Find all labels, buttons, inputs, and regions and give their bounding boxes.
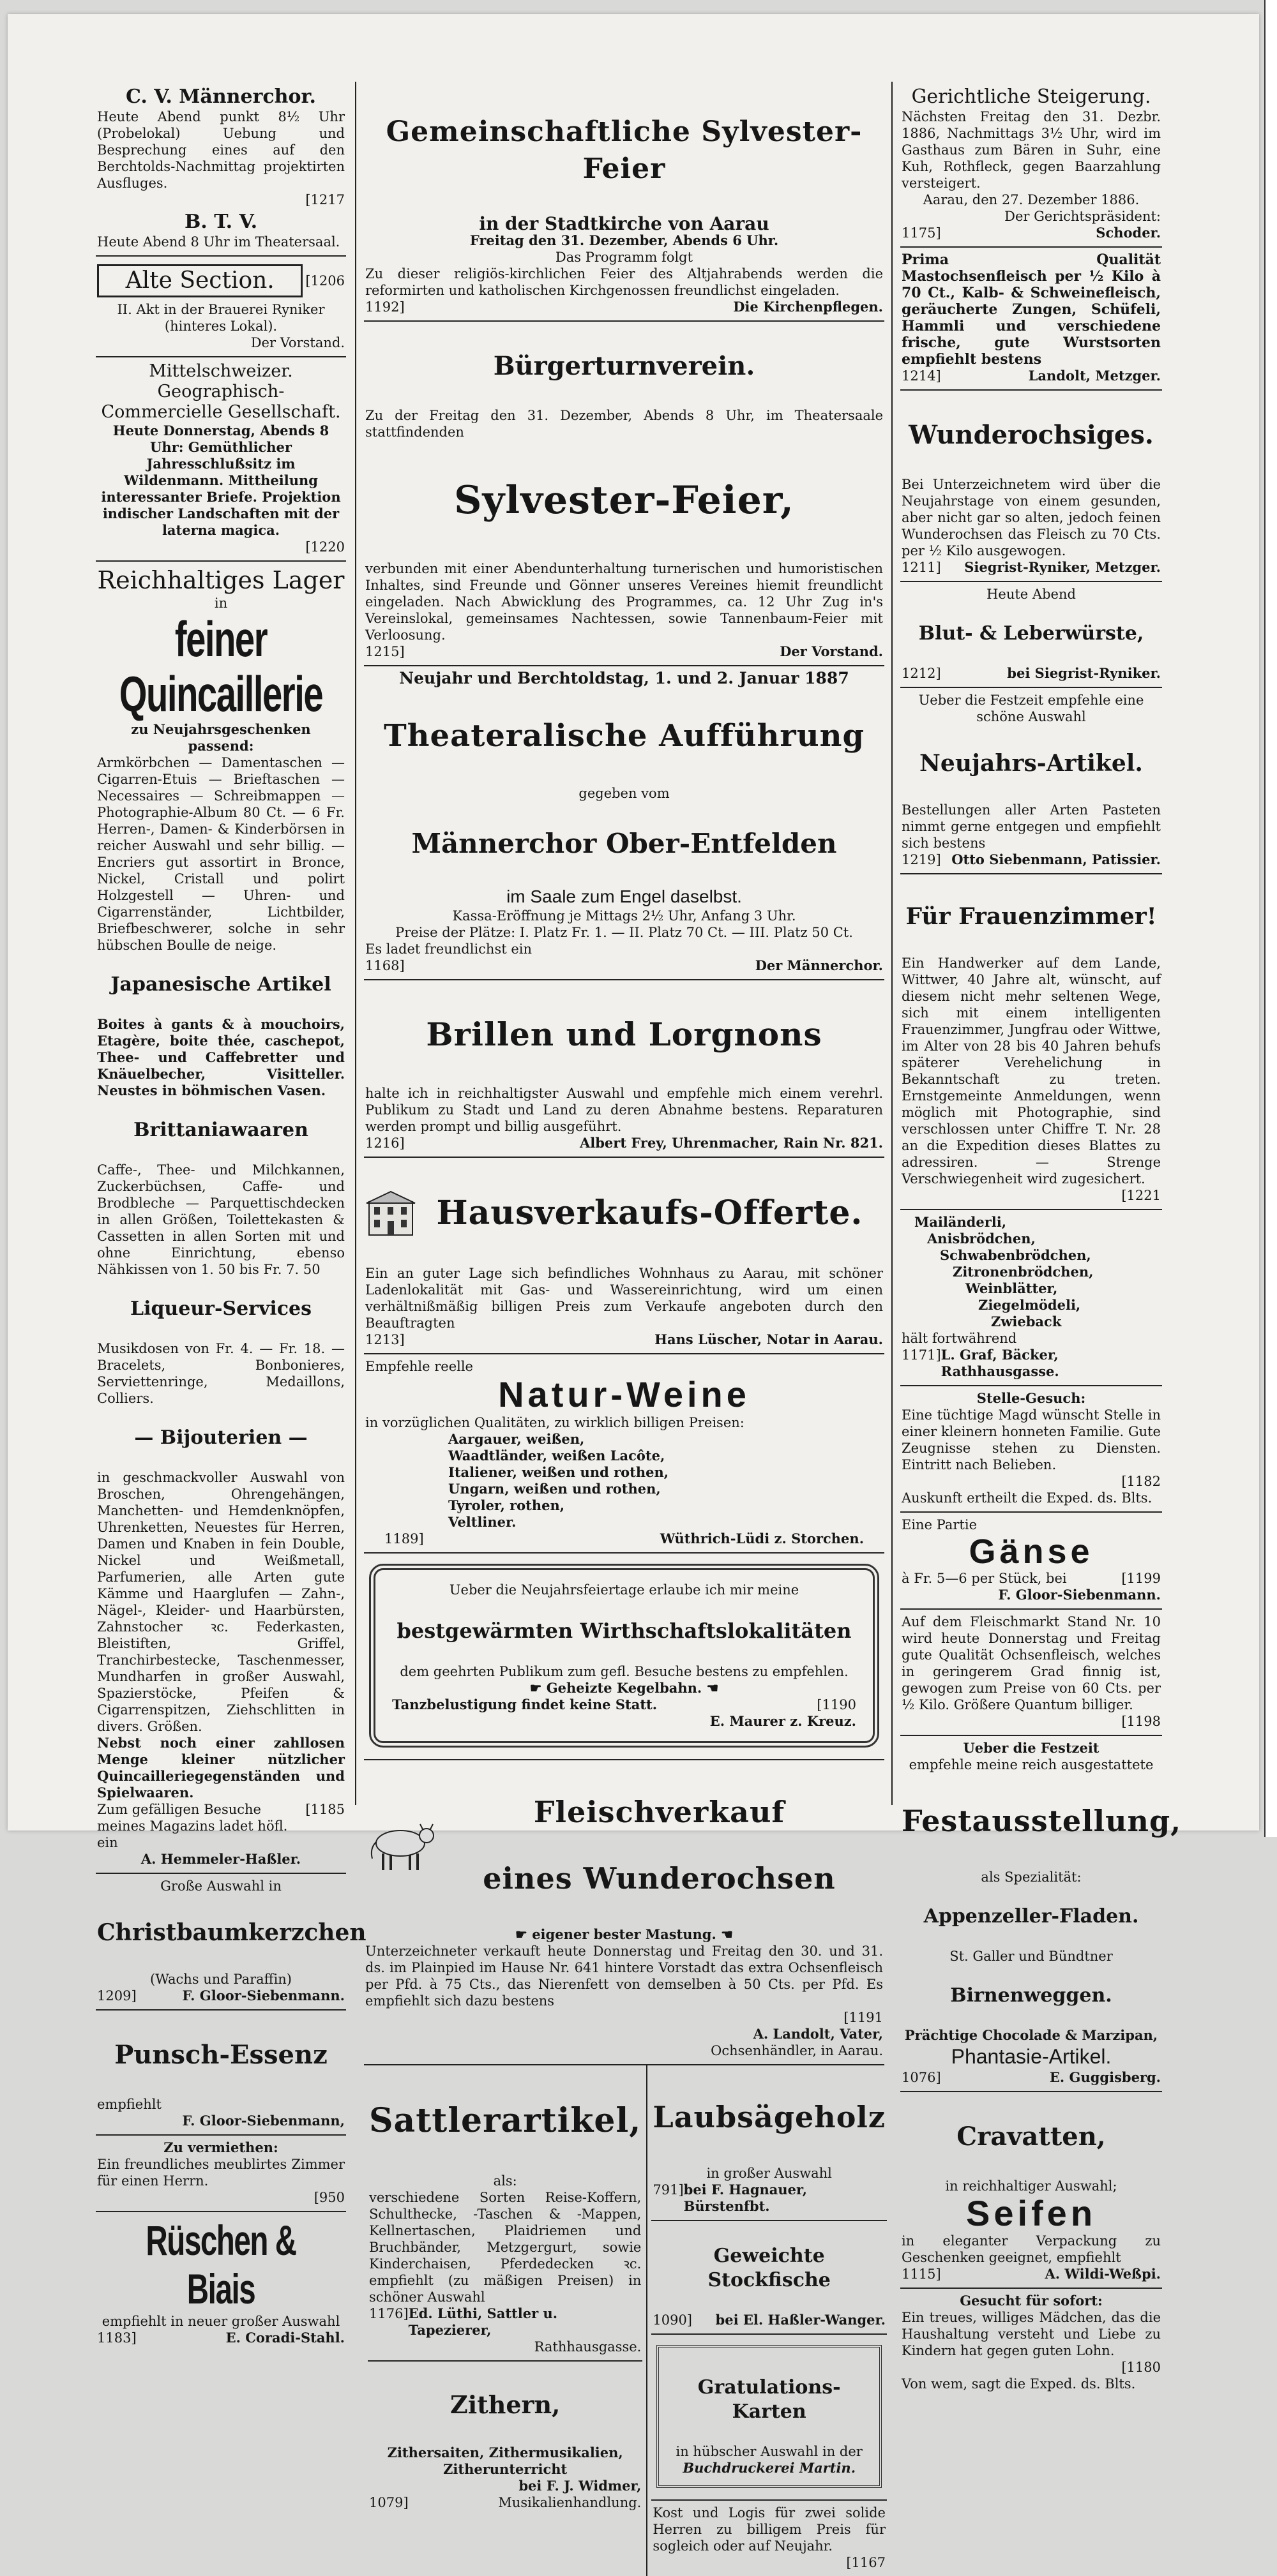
ad-item: St. Galler und Bündtner bbox=[949, 1949, 1113, 1964]
ad-text: Armkörbchen — Damentaschen — Cigarren-Etuis — Brieftaschen — Necessaires — Schreibmappen — Photographie-Album 80 Ct. — 6 Fr. Herren-, Damen- & Kinderbörsen in reicher Auswahl und sehr billig. — Encriers gut assortirt in Bronce, Nickel, Cristall und polirt Holzgestell — Uhren- und Cigarrenständer, Lichtbilder, Briefbeschwerer, solche in sehr hübschen Boulle de neige. bbox=[97, 755, 345, 953]
ad-text: Zum gefälligen Besuche meines Magazins ladet höfl. ein bbox=[97, 1802, 288, 1850]
ad-signature: Der Vorstand. bbox=[250, 335, 345, 350]
ad-text: als: bbox=[493, 2173, 517, 2189]
ad-wirthschaft-kreuz bbox=[364, 1554, 884, 1760]
ad-text: Heute Abend 8 Uhr im Theatersaal. bbox=[97, 234, 340, 250]
ad-gratulationskarten bbox=[651, 2335, 887, 2501]
bakery-item: Zwieback bbox=[991, 1314, 1062, 1329]
ad-title: Wunderochsiges. bbox=[909, 420, 1154, 450]
ad-text: Kassa-Eröffnung je Mittags 2½ Uhr, Anfang 3 Uhr. bbox=[452, 908, 796, 924]
ad-ref: [1217 bbox=[305, 192, 345, 207]
ad-title: C. V. Männerchor. bbox=[126, 86, 316, 108]
ad-title: Zithern, bbox=[450, 2390, 561, 2419]
ad-title: Geweichte Stockfische bbox=[707, 2245, 831, 2291]
ad-signature: Ed. Lüthi, Sattler u. Tapezierer, bbox=[408, 2305, 558, 2338]
ad-sattlerartikel bbox=[368, 2065, 642, 2362]
ad-signature: Ochsenhändler, in Aarau. bbox=[711, 2043, 883, 2058]
ad-text: Das Programm folgt bbox=[555, 250, 693, 265]
ad-text: Ein Handwerker auf dem Lande, Wittwer, 40 Jahre alt, wünscht, auf diesem nicht mehr seltenen Wege, sich mit einem intelligenten Frauenzimmer, Jungfrau oder Wittwe, im Alter von 28 bis 40 Jahren behufs späterer Verehelichung in Bekanntschaft zu treten. Ernstgemeinte Anmeldungen, wenn möglich mit Photographie, sind verschlossen unter Chiffre T. Nr. 28 an die Expedition dieses Blattes zu adressiren. — Strenge Verschwiegenheit wird zugesichert. bbox=[902, 955, 1161, 1187]
ad-ref: 1213] bbox=[365, 1332, 405, 1347]
ad-text: halte ich in reichhaltigster Auswahl und empfehle mich einem verehrl. Publikum zu Stadt und Land zu deren Abnahme bestens. Reparaturen werden prompt und billig ausgeführt. bbox=[365, 1086, 883, 1134]
ad-signature: Der Männerchor. bbox=[755, 957, 883, 973]
ad-lead: Heute Abend bbox=[986, 587, 1076, 602]
ad-signature: Rathhausgasse. bbox=[534, 2339, 642, 2355]
ad-item: Prächtige Chocolade & Marzipan, bbox=[904, 2027, 1158, 2043]
ad-buergerturnverein bbox=[364, 322, 884, 666]
column-middle bbox=[364, 82, 886, 2570]
ad-lead: Ueber die Festzeit empfehle eine schöne Auswahl bbox=[918, 693, 1144, 724]
ad-signature: F. Gloor-Siebenmann. bbox=[998, 1587, 1161, 1603]
ad-title: Blut- & Leberwürste, bbox=[918, 622, 1144, 645]
bakery-item: Mailänderli, bbox=[914, 1214, 1007, 1230]
pointing-hand-icon: ☛ bbox=[515, 1926, 533, 1942]
ad-text: Auf dem Fleischmarkt Stand Nr. 10 wird heute Donnerstag und Freitag gute Qualität Ochsenfleisch, welches in geringerem Grad finnig ist, gewogen zum Preise von 60 Cts. per ½ Kilo. Größere Quantum billiger. bbox=[902, 1614, 1161, 1712]
ad-ref: [1167 bbox=[846, 2555, 886, 2570]
ad-ref: [1190 bbox=[817, 1697, 856, 1712]
ad-ref: 791] bbox=[653, 2182, 684, 2198]
ad-text: à Fr. 5—6 per Stück, bei bbox=[902, 1571, 1067, 1586]
ad-text: Eine tüchtige Magd wünscht Stelle in einer kleinern honneten Familie. Gute Zeugnisse stehen zu Diensten. Eintritt nach Belieben. bbox=[902, 1407, 1161, 1472]
ad-text: Zithersaiten, Zithermusikalien, Zitherunterricht bbox=[387, 2445, 623, 2477]
ad-text: Nebst noch einer zahllosen Menge kleiner nützlicher Quincailleriegegenständen und Spielwaaren. bbox=[97, 1735, 345, 1801]
ad-ref: 1176] bbox=[369, 2306, 409, 2321]
bakery-item: Ziegelmödeli, bbox=[978, 1297, 1081, 1313]
ad-brillen bbox=[364, 980, 884, 1158]
ad-title: Gesucht für sofort: bbox=[960, 2293, 1103, 2309]
ad-item: Phantasie-Artikel. bbox=[951, 2045, 1112, 2068]
ad-lead: Eine Partie bbox=[902, 1517, 978, 1532]
ad-text: Unterzeichneter verkauft heute Donnerstag und Freitag den 30. und 31. ds. im Plainpied im Hause Nr. 641 hintere Vorstadt das extra Ochsenfleisch per Pfd. à 75 Cts., das Nierenfett von demselben à 50 Cts. per Pfd. Es empfiehlt sich dazu bestens bbox=[365, 1943, 883, 2009]
ad-text: in eleganter Verpackung zu Geschenken geeignet, empfiehlt bbox=[902, 2233, 1161, 2265]
ad-title: Christbaumkerzchen bbox=[97, 1919, 366, 1946]
wine-item: Italiener, weißen und rothen, bbox=[448, 1464, 669, 1480]
ad-signature: Siegrist-Ryniker, Metzger. bbox=[964, 559, 1161, 575]
wine-item: Veltliner. bbox=[448, 1514, 517, 1530]
ad-geographic-society bbox=[96, 357, 346, 562]
ad-text: in vorzüglichen Qualitäten, zu wirklich billigen Preisen: bbox=[365, 1415, 744, 1430]
ad-title: eines Wunderochsen bbox=[483, 1861, 836, 1896]
ad-title: Fleischverkauf bbox=[533, 1795, 785, 1829]
ad-subtitle: (Wachs und Paraffin) bbox=[150, 1972, 292, 1987]
wine-item: Waadtländer, weißen Lacôte, bbox=[448, 1448, 665, 1464]
ad-title: B. T. V. bbox=[184, 211, 258, 233]
ad-subtitle: in der Stadtkirche von Aarau bbox=[479, 213, 769, 234]
ad-theater bbox=[364, 666, 884, 980]
ad-signature: Musikalienhandlung. bbox=[498, 2495, 642, 2510]
ad-text: dem geehrten Publikum zum gefl. Besuche bestens zu empfehlen. bbox=[400, 1664, 849, 1679]
ad-text: Nächsten Freitag den 31. Dezbr. 1886, Nachmittags 3½ Uhr, wird im Gasthaus zum Bären in Suhr, eine Kuh, Rothfleck, gegen Baarzahlung versteigert. bbox=[902, 109, 1161, 191]
ad-signature: bei Siegrist-Ryniker. bbox=[1007, 665, 1161, 681]
column-rule bbox=[891, 82, 893, 1805]
ad-ref: 1192] bbox=[365, 299, 405, 315]
ad-heading: Liqueur-Services bbox=[130, 1298, 312, 1320]
pointing-hand-icon: ☚ bbox=[702, 1680, 719, 1696]
ad-subtitle: zu Neujahrsgeschenken passend: bbox=[131, 721, 311, 754]
ad-signature: Otto Siebenmann, Patissier. bbox=[951, 851, 1161, 867]
ad-title: Reichhaltiges Lager bbox=[97, 566, 345, 594]
ad-ref: 1115] bbox=[902, 2266, 941, 2282]
ad-subtitle bbox=[365, 1926, 883, 1943]
ad-ref: 1214] bbox=[902, 368, 941, 384]
ad-signature: A. Wildi-Weßpi. bbox=[1045, 2266, 1161, 2282]
ad-ref: [1199 bbox=[1121, 1571, 1161, 1586]
ad-wunderochsiges bbox=[900, 391, 1162, 582]
ad-title: Brillen und Lorgnons bbox=[426, 1015, 822, 1053]
ad-text: Ein an guter Lage sich befindliches Wohnhaus zu Aarau, mit schöner Ladenlokalität mit Gas- und Wassereinrichtung, wird um einen verhältnißmäßig billigen Preis zum Verkaufe angeboten durch den Beauftragten bbox=[365, 1266, 883, 1331]
ad-ref: [950 bbox=[314, 2190, 345, 2205]
bottom-right bbox=[646, 2065, 891, 2576]
ad-text: verbunden mit einer Abendunterhaltung turnerischen und humoristischen Inhaltes, sind Freunde und Gönner unseres Vereines hiemit freundlicht eingeladen. Nach Abwicklung des Programmes, ca. 12 Uhr Zug in's Vereinslokal, gemeinsames Nachtessen, sowie Tannenbaum-Feier mit Verloosung. bbox=[365, 561, 883, 643]
ad-text: Zu dieser religiös-kirchlichen Feier des Altjahrabends werden die reformirten und katholischen Kirchgenossen freundlichst eingeladen. bbox=[365, 266, 883, 298]
bakery-item: Zitronenbrödchen, bbox=[953, 1264, 1094, 1280]
pointing-hand-icon: ☛ bbox=[529, 1680, 547, 1696]
ad-ref: 1076] bbox=[902, 2070, 941, 2085]
ad-title: Gänse bbox=[969, 1532, 1094, 1571]
ad-ref: [1185 bbox=[305, 1802, 345, 1817]
ad-headline: feiner Quincaillerie bbox=[119, 611, 323, 722]
ad-ref: 1168] bbox=[365, 958, 405, 973]
ad-date: Aarau, den 27. Dezember 1886. bbox=[923, 192, 1140, 207]
ad-baeckerei-graf bbox=[900, 1210, 1162, 1386]
ad-ref: 1212] bbox=[902, 666, 941, 681]
ad-signature: Hans Lüscher, Notar in Aarau. bbox=[654, 1331, 883, 1347]
ad-title: Festausstellung, bbox=[902, 1804, 1182, 1838]
ad-cv-maennerchor bbox=[96, 82, 346, 257]
ad-hausverkauf bbox=[364, 1158, 884, 1354]
ad-heading: Japanesische Artikel bbox=[110, 973, 331, 996]
ad-ref: 1215] bbox=[365, 644, 405, 659]
ad-text: Zu der Freitag den 31. Dezember, Abends 8 Uhr, im Theatersaale stattfindenden bbox=[365, 408, 883, 440]
ad-blutwurst bbox=[900, 582, 1162, 688]
ad-title: Laubsägeholz bbox=[653, 2100, 886, 2134]
ad-lead: Empfehle reelle bbox=[365, 1359, 473, 1374]
column-right bbox=[900, 82, 1182, 2392]
ad-signature: E. Maurer z. Kreuz. bbox=[709, 1713, 856, 1729]
ad-ref: [1206 bbox=[305, 273, 345, 288]
ad-stelle-gesuch bbox=[900, 1386, 1162, 1513]
ad-kost-logis bbox=[651, 2501, 887, 2576]
ad-text: Kost und Logis für zwei solide Herren zu billigem Preis für sogleich oder auf Neujahr. bbox=[653, 2505, 886, 2554]
ad-natur-weine bbox=[364, 1354, 884, 1554]
ad-rueschen bbox=[96, 2212, 346, 2351]
ad-signature: bei F. J. Widmer, bbox=[518, 2478, 642, 2494]
ad-text: hält fortwährend bbox=[902, 1331, 1017, 1346]
ad-title: Alte Section. bbox=[125, 267, 275, 294]
ad-ref: 1216] bbox=[365, 1135, 405, 1151]
ad-title: Mittelschweizer. Geographisch-Commercielle Gesellschaft. bbox=[101, 361, 341, 422]
ad-title: Zu vermiethen: bbox=[163, 2139, 278, 2155]
ad-ref: 1090] bbox=[653, 2312, 692, 2328]
ad-text: empfiehlt in neuer großer Auswahl bbox=[102, 2314, 340, 2329]
ad-ref: [1191 bbox=[843, 2010, 883, 2025]
ad-title: bestgewärmten Wirthschaftslokalitäten bbox=[397, 1619, 852, 1643]
ad-ref: 1183] bbox=[97, 2330, 137, 2346]
wine-item: Ungarn, weißen und rothen, bbox=[448, 1481, 661, 1497]
ad-text: in großer Auswahl bbox=[706, 2166, 832, 2181]
ad-text: Preise der Plätze: I. Platz Fr. 1. — II. Platz 70 Ct. — III. Platz 50 Ct. bbox=[395, 925, 853, 940]
ad-subtitle-text: eigener bester Mastung. bbox=[532, 1926, 716, 1942]
ad-title: Für Frauenzimmer! bbox=[905, 903, 1157, 930]
bakery-item: Schwabenbrödchen, bbox=[940, 1247, 1091, 1263]
ad-ref: 1079] bbox=[369, 2495, 409, 2510]
ad-lead: Ueber die Neujahrsfeiertage erlaube ich mir meine bbox=[449, 1582, 799, 1598]
ad-quincaillerie bbox=[96, 562, 346, 1874]
ad-headline: Männerchor Ober-Entfelden bbox=[411, 828, 837, 859]
bottom-split bbox=[364, 2065, 884, 2576]
ad-ref: [1220 bbox=[305, 539, 345, 555]
ornamental-frame bbox=[369, 1564, 879, 1748]
ad-laubsaegeholz bbox=[651, 2065, 887, 2221]
ad-ref: 1219] bbox=[902, 852, 941, 867]
ad-ref: [1182 bbox=[1121, 1474, 1161, 1489]
ad-festausstellung bbox=[900, 1736, 1182, 2092]
ad-signature: bei F. Hagnauer, Bürstenfbt. bbox=[683, 2182, 807, 2214]
ad-title: Sattlerartikel, bbox=[369, 2101, 642, 2140]
ad-signature: Der Vorstand. bbox=[780, 643, 883, 659]
ad-title: Theateralische Aufführung bbox=[383, 718, 865, 754]
ad-title: Seifen bbox=[965, 2193, 1097, 2233]
ad-text: Heute Donnerstag, Abends 8 Uhr: Gemüthlicher Jahresschlußsitz im Wildenmann. Mittheilung interessanter Briefe. Projektion indischer Landschaften mit der laterna magica. bbox=[101, 423, 341, 538]
ad-ref: [1180 bbox=[1121, 2360, 1161, 2375]
wine-item: Aargauer, weißen, bbox=[448, 1431, 585, 1447]
ad-zithern bbox=[368, 2362, 642, 2516]
ad-ref: [1221 bbox=[1121, 1188, 1161, 1203]
ad-frauenzimmer bbox=[900, 874, 1162, 1210]
ad-christbaumkerzchen bbox=[96, 1874, 366, 2011]
ad-stockfische bbox=[651, 2221, 887, 2335]
ad-fleischmarkt bbox=[900, 1610, 1162, 1736]
ad-title: Gemeinschaftliche Sylvester-Feier bbox=[386, 116, 863, 185]
ad-ref: [1198 bbox=[1121, 1714, 1161, 1729]
ad-title: Gerichtliche Steigerung. bbox=[911, 86, 1151, 108]
ad-signature: F. Gloor-Siebenmann, bbox=[182, 2113, 345, 2129]
ad-ref: 1211] bbox=[902, 560, 941, 575]
ad-gaense bbox=[900, 1513, 1162, 1610]
ad-text: Auskunft ertheilt die Exped. ds. Blts. bbox=[902, 1490, 1152, 1506]
ad-date: Neujahr und Berchtoldstag, 1. und 2. Januar 1887 bbox=[399, 669, 849, 687]
ox-illustration-icon bbox=[365, 1816, 435, 1874]
ad-mastochsen bbox=[900, 248, 1162, 391]
ad-text: Boites à gants & à mouchoirs, Etagère, boite thée, caschepot, Thee- und Caffebretter und Knäuelbecher, Visitteller. Neustes in böhmischen Vasen. bbox=[97, 1016, 345, 1098]
ad-neujahrs-artikel bbox=[900, 688, 1162, 874]
column-left bbox=[96, 82, 366, 2346]
ad-text: gegeben vom bbox=[578, 786, 670, 801]
ad-item: Birnenweggen. bbox=[950, 1984, 1112, 2007]
ad-signature: E. Coradi-Stahl. bbox=[225, 2330, 345, 2346]
ad-date: Freitag den 31. Dezember, Abends 6 Uhr. bbox=[469, 232, 779, 248]
wine-item: Tyroler, rothen, bbox=[448, 1497, 565, 1513]
ad-signature: Albert Frey, Uhrenmacher, Rain Nr. 821. bbox=[579, 1135, 883, 1151]
ad-signature: Wüthrich-Lüdi z. Storchen. bbox=[660, 1531, 864, 1546]
ad-signature: Landolt, Metzger. bbox=[1028, 368, 1161, 384]
ad-text: in hübscher Auswahl in der bbox=[676, 2444, 863, 2459]
ad-subtitle: in reichhaltiger Auswahl; bbox=[945, 2178, 1117, 2194]
ad-punsch-essenz bbox=[96, 2011, 346, 2136]
ad-ref: 1175] bbox=[902, 225, 941, 241]
ad-item: Appenzeller-Fladen. bbox=[923, 1905, 1139, 1928]
page-edge bbox=[1264, 0, 1277, 1837]
ad-text: Bei Unterzeichnetem wird über die Neujahrstage von einem gesunden, aber nicht gar so alten, jedoch feinen Wunderochsen das Fleisch zu 70 Cts. per ½ Kilo ausgewogen. bbox=[902, 477, 1161, 558]
house-illustration-icon bbox=[365, 1189, 416, 1238]
ad-headline: Sylvester-Feier, bbox=[454, 478, 794, 523]
bottom-left bbox=[364, 2065, 646, 2576]
ad-signature: Buchdruckerei Martin. bbox=[683, 2460, 856, 2476]
ad-title: Gratulations-Karten bbox=[697, 2376, 841, 2423]
ad-lead: empfehle meine reich ausgestattete bbox=[909, 1757, 1154, 1772]
ad-text: als Spezialität: bbox=[981, 1869, 1082, 1885]
ad-text: in geschmackvoller Auswahl von Broschen, Ohrengehängen, Manchetten- und Hemdenknöpfen, Uhrenketten, Neuestes für Herren, Damen und Knaben in fein Double, Nickel und Weißmetall, Parfumerien, alle Arten gute Kämme und Haarglufen — Zahn-, Nägel-, Kleider- und Haarbürsten, Zahnstocher ꝛc. Federkasten, Bleistiften, Griffel, Tranchirbestecke, Taschenmesser, Mundharfen in großer Auswahl, Spazierstöcke, Pfeifen & Cigarrenspitzen, Ziehschlitten in divers. Größen. bbox=[97, 1470, 345, 1734]
ad-steigerung bbox=[900, 82, 1162, 248]
ad-text bbox=[392, 1680, 856, 1696]
ad-cravatten bbox=[900, 2092, 1162, 2289]
column-rule bbox=[355, 82, 356, 1805]
ad-text: Heute Abend punkt 8½ Uhr (Probelokal) Uebung und Besprechung eines auf den Berchtolds-Nachmittag projektirten Ausfluges. bbox=[97, 109, 345, 191]
ad-sylvester-kirche bbox=[364, 82, 884, 322]
pointing-hand-icon: ☚ bbox=[716, 1926, 733, 1942]
ad-title: Hausverkaufs-Offerte. bbox=[436, 1194, 863, 1232]
ad-heading: Brittaniawaaren bbox=[133, 1119, 308, 1141]
bakery-item: Weinblätter, bbox=[965, 1280, 1058, 1296]
ad-signature: A. Landolt, Vater, bbox=[753, 2026, 883, 2042]
ad-text: Prima Qualität Mastochsenfleisch per ½ Kilo à 70 Ct., Kalb- & Schweinefleisch, geräucherte Zungen, Schüfeli, Hammli und verschiedene frische, gute Wurstsorten empfiehlt bestens bbox=[902, 251, 1161, 368]
ad-heading: — Bijouterien — bbox=[134, 1427, 308, 1449]
ad-text: verschiedene Sorten Reise-Koffern, Schulthecke, -Taschen & -Mappen, Kellnertaschen, Plaidriemen und Bruchbänder, Metzgergurt, sowie Kinderchaisen, Pferdedecken ꝛc. empfiehlt (zu mäßigen Preisen) in schöner Auswahl bbox=[369, 2190, 642, 2305]
ad-text: in bbox=[214, 595, 228, 611]
ad-text: II. Akt in der Brauerei Ryniker (hinteres Lokal). bbox=[117, 302, 325, 334]
ad-text: Tanzbelustigung findet keine Statt. bbox=[392, 1696, 658, 1712]
ad-text: Es ladet freundlichst ein bbox=[365, 941, 533, 957]
ad-alte-section bbox=[96, 257, 346, 357]
ad-ref: 1189] bbox=[384, 1531, 424, 1546]
ad-lead: Ueber die Festzeit bbox=[963, 1740, 1099, 1756]
ad-text: Der Gerichtspräsident: bbox=[1004, 209, 1161, 224]
ad-signature: A. Hemmeler-Haßler. bbox=[140, 1851, 301, 1867]
ad-title: Stelle-Gesuch: bbox=[976, 1390, 1086, 1406]
ad-lead: empfiehlt bbox=[97, 2097, 162, 2112]
ad-title: Bürgerturnverein. bbox=[493, 351, 755, 381]
ad-signature: L. Graf, Bäcker, Rathhausgasse. bbox=[941, 1347, 1059, 1379]
bakery-item: Anisbrödchen, bbox=[927, 1231, 1036, 1247]
ad-signature: Die Kirchenpflegen. bbox=[733, 299, 883, 315]
ad-text: Ein treues, williges Mädchen, das die Haushaltung versteht und Liebe zu Kindern hat gegen guten Lohn. bbox=[902, 2310, 1161, 2358]
ad-text: im Saale zum Engel daselbst. bbox=[506, 887, 742, 906]
ad-title: Neujahrs-Artikel. bbox=[919, 750, 1143, 777]
ad-signature: F. Gloor-Siebenmann. bbox=[182, 1988, 345, 2003]
ad-fleischverkauf bbox=[364, 1760, 884, 2065]
ad-ref: 1171] bbox=[902, 1347, 941, 1363]
ad-title: Rüschen & Biais bbox=[146, 2217, 296, 2312]
bowling-text: Geheizte Kegelbahn. bbox=[546, 1680, 702, 1696]
ad-text: Ein freundliches meublirtes Zimmer für einen Herrn. bbox=[97, 2157, 345, 2189]
ad-gesucht bbox=[900, 2289, 1162, 2397]
ad-text: Bestellungen aller Arten Pasteten nimmt gerne entgegen und empfiehlt sich bestens bbox=[902, 802, 1161, 851]
ad-signature: Schoder. bbox=[1096, 225, 1161, 241]
ad-text: Caffe-, Thee- und Milchkannen, Zuckerbüchsen, Caffe- und Brodbleche — Parquettischdecken in allen Größen, Toilettekasten & Cassetten in allen Sorten mit und ohne Einrichtung, ebenso Nähkissen von 1. 50 bis Fr. 7. 50 bbox=[97, 1162, 345, 1277]
ad-lead: Große Auswahl in bbox=[160, 1878, 282, 1894]
ad-signature: E. Guggisberg. bbox=[1049, 2069, 1161, 2085]
ad-title: Punsch-Essenz bbox=[114, 2040, 328, 2070]
ad-text: Musikdosen von Fr. 4. — Fr. 18. — Bracelets, Bonbonieres, Serviettenringe, Medaillons, Colliers. bbox=[97, 1341, 345, 1406]
ad-zu-vermiethen bbox=[96, 2136, 346, 2212]
ad-ref: 1209] bbox=[97, 1988, 137, 2003]
ad-title: Cravatten, bbox=[956, 2122, 1106, 2152]
ad-signature: bei El. Haßler-Wanger. bbox=[715, 2312, 886, 2328]
ad-title: Natur-Weine bbox=[498, 1374, 750, 1414]
ad-text: Von wem, sagt die Exped. ds. Blts. bbox=[902, 2376, 1136, 2392]
